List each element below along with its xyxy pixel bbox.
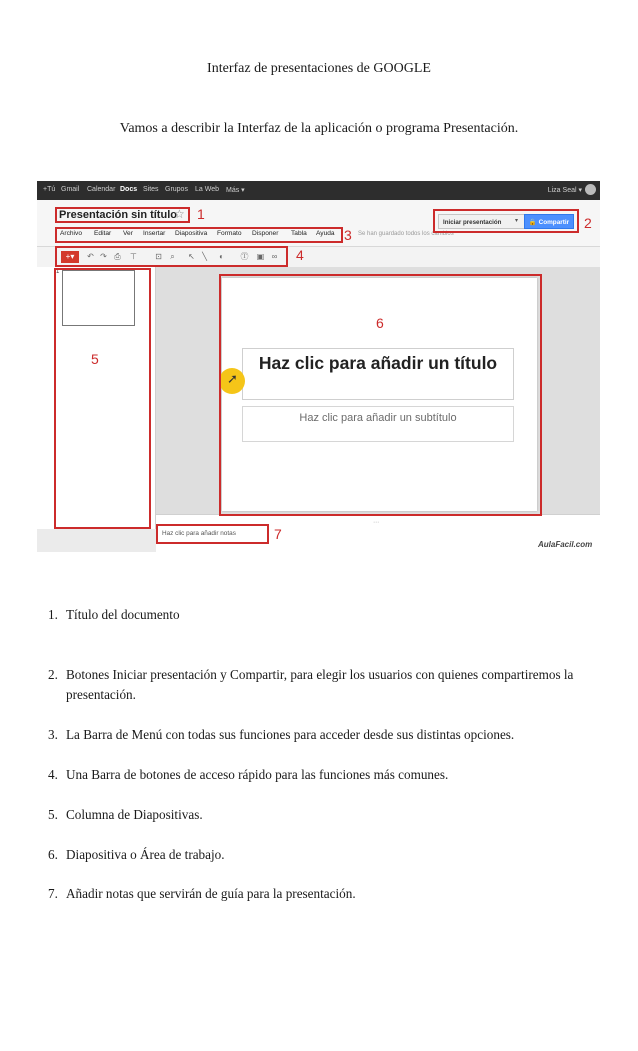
notes-placeholder[interactable]: Haz clic para añadir notas: [162, 530, 236, 537]
aulafacil-watermark: AulaFacil.com: [538, 540, 593, 549]
list-number: 4.: [48, 767, 58, 782]
zoom-icon[interactable]: ⌕: [170, 252, 175, 261]
callout-box-5: [54, 268, 151, 529]
callout-number-6: 6: [376, 315, 384, 331]
page-title: Interfaz de presentaciones de GOOGLE: [207, 61, 431, 76]
callout-number-7: 7: [274, 526, 282, 542]
list-number: 7.: [48, 886, 58, 901]
list-text: Columna de Diapositivas.: [66, 807, 203, 822]
redo-icon[interactable]: ↷: [100, 252, 107, 261]
user-menu[interactable]: Liza Seal ▾: [547, 187, 582, 194]
callout-box-3: [55, 227, 343, 243]
link-icon[interactable]: ∞: [271, 252, 278, 261]
menu-item-ayuda[interactable]: Ayuda: [316, 230, 335, 237]
zoom-fit-icon[interactable]: ⊡: [155, 252, 162, 261]
image-icon[interactable]: ▣: [256, 252, 265, 261]
interface-screenshot: [37, 181, 600, 552]
menu-item-ver[interactable]: Ver: [123, 230, 133, 237]
topbar-item-groups[interactable]: Grupos: [165, 186, 188, 193]
list-text: La Barra de Menú con todas sus funciones para acceder desde sus distintas opciones.: [66, 727, 515, 742]
callout-number-1: 1: [197, 206, 205, 222]
slide-number: 1: [56, 269, 60, 275]
list-text: Una Barra de botones de acceso rápido para las funciones más comunes.: [66, 767, 449, 782]
menu-item-formato[interactable]: Formato: [217, 230, 242, 237]
topbar-item-calendar[interactable]: Calendar: [87, 186, 116, 193]
print-icon[interactable]: ⎙: [114, 252, 121, 261]
list-text: Añadir notas que servirán de guía para la presentación.: [66, 886, 356, 901]
topbar-item-web[interactable]: La Web: [195, 186, 219, 193]
list-text: Botones Iniciar presentación y Compartir, para elegir los usuarios con quienes compartiremos la presentación.: [66, 667, 574, 702]
paint-format-icon[interactable]: ⊤: [130, 252, 137, 261]
topbar-item-sites[interactable]: Sites: [143, 186, 159, 193]
select-icon[interactable]: ↖: [188, 252, 195, 261]
callout-number-5: 5: [91, 351, 99, 367]
callout-box-7: [156, 524, 269, 544]
callout-box-4: [55, 246, 288, 267]
callout-number-3: 3: [344, 227, 352, 243]
cursor-icon: ➚: [227, 371, 238, 386]
line-icon[interactable]: ╲: [202, 252, 207, 261]
callout-box-2: [433, 209, 579, 233]
topbar-item-docs[interactable]: Docs: [120, 186, 138, 193]
shape-icon[interactable]: ◐: [219, 252, 224, 261]
topbar-item-more[interactable]: Más ▾: [226, 187, 245, 194]
list-text: Título del documento: [66, 607, 180, 622]
list-number: 5.: [48, 807, 58, 822]
list-number: 3.: [48, 727, 58, 742]
topbar-item-you[interactable]: +Tú: [43, 186, 56, 193]
list-text: Diapositiva o Área de trabajo.: [66, 847, 225, 862]
chevron-down-icon[interactable]: ▾: [514, 218, 518, 224]
gear-icon[interactable]: [585, 184, 596, 195]
undo-icon[interactable]: ↶: [87, 252, 94, 261]
topbar-item-gmail[interactable]: Gmail: [61, 186, 80, 193]
add-slide-icon[interactable]: +▾: [61, 251, 79, 263]
share-button[interactable]: 🔒 Compartir: [524, 214, 574, 229]
menu-item-disponer[interactable]: Disponer: [252, 230, 279, 237]
menu-item-archivo[interactable]: Archivo: [60, 230, 82, 237]
start-presentation-button[interactable]: Iniciar presentación: [438, 214, 527, 229]
textbox-icon[interactable]: Ⓣ: [240, 252, 249, 261]
resize-handle-icon[interactable]: ⋯: [373, 520, 379, 526]
title-placeholder[interactable]: Haz clic para añadir un título: [242, 348, 514, 400]
callout-box-1: [55, 207, 190, 223]
google-topbar: [37, 181, 600, 200]
star-icon[interactable]: ☆: [174, 207, 185, 221]
callout-box-6: [219, 274, 542, 516]
list-number: 2.: [48, 667, 58, 682]
menu-item-tabla[interactable]: Tabla: [291, 230, 307, 237]
list-number: 1.: [48, 607, 58, 622]
menu-item-insertar[interactable]: Insertar: [143, 230, 166, 237]
document-title[interactable]: Presentación sin título: [59, 209, 177, 221]
list-number: 6.: [48, 847, 58, 862]
subtitle-placeholder[interactable]: Haz clic para añadir un subtítulo: [242, 406, 514, 442]
intro-paragraph: Vamos a describir la Interfaz de la aplicación o programa Presentación.: [119, 121, 519, 136]
saved-status: Se han guardado todos los cambios: [358, 231, 454, 237]
callout-number-4: 4: [296, 247, 304, 263]
callout-number-2: 2: [584, 215, 592, 231]
menu-item-diapositiva[interactable]: Diapositiva: [175, 230, 208, 237]
menu-item-editar[interactable]: Editar: [94, 230, 112, 237]
